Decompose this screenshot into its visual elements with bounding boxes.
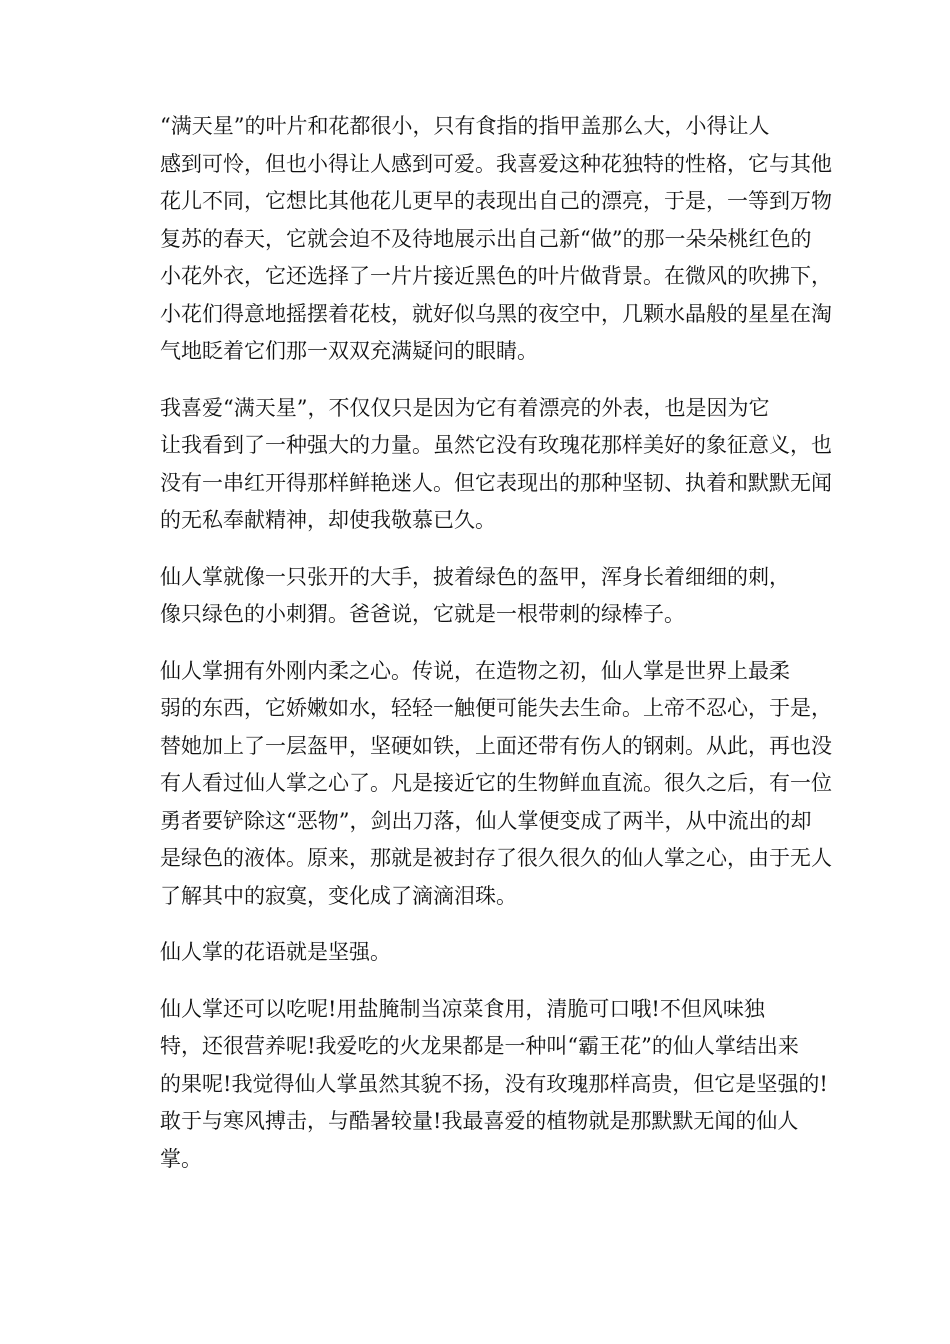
- paragraph-cactus-legend: [118, 653, 834, 916]
- paragraph-mantianxing-meaning: [118, 390, 834, 540]
- text-line: 替她加上了一层盔甲，坚硬如铁，上面还带有伤人的钢刺。从此，再也没: [160, 733, 832, 758]
- text-line: 仙人掌的花语就是坚强。: [160, 940, 391, 964]
- paragraph-mantianxing-description: [118, 108, 834, 371]
- text-line: 仙人掌就像一只张开的大手，披着绿色的盔甲，浑身长着细细的刺，: [160, 564, 790, 589]
- text-line: 了解其中的寂寞，变化成了滴滴泪珠。: [160, 883, 517, 908]
- text-line: 复苏的春天，它就会迫不及待地展示出自己新“做”的那一朵朵桃红色的: [160, 226, 812, 251]
- text-line: 我喜爱“满天星”，不仅仅只是因为它有着漂亮的外表，也是因为它: [160, 395, 770, 420]
- text-line: 没有一串红开得那样鲜艳迷人。但它表现出的那种坚韧、执着和默默无闻: [160, 470, 832, 495]
- text-line: 小花外衣，它还选择了一片片接近黑色的叶片做背景。在微风的吹拂下，: [160, 264, 832, 288]
- text-line: 特，还很营养呢!我爱吃的火龙果都是一种叫“霸王花”的仙人掌结出来: [160, 1034, 799, 1058]
- paragraph-cactus-flower-language: [118, 934, 834, 972]
- text-line: 像只绿色的小刺猬。爸爸说，它就是一根带刺的绿棒子。: [160, 602, 685, 626]
- text-line: 勇者要铲除这“恶物”，剑出刀落，仙人掌便变成了两半，从中流出的却: [160, 808, 812, 833]
- text-line: 让我看到了一种强大的力量。虽然它没有玫瑰花那样美好的象征意义，也: [160, 433, 832, 457]
- text-line: 有人看过仙人掌之心了。凡是接近它的生物鲜血直流。很久之后，有一位: [160, 771, 832, 795]
- text-line: 是绿色的液体。原来，那就是被封存了很久很久的仙人掌之心，由于无人: [160, 846, 832, 870]
- text-line: 小花们得意地摇摆着花枝，就好似乌黑的夜空中，几颗水晶般的星星在淘: [160, 301, 832, 326]
- text-line: 敢于与寒风搏击，与酷暑较量!我最喜爱的植物就是那默默无闻的仙人: [160, 1109, 799, 1133]
- text-line: 弱的东西，它娇嫩如水，轻轻一触便可能失去生命。上帝不忍心，于是，: [160, 696, 832, 720]
- text-line: 仙人掌拥有外刚内柔之心。传说，在造物之初，仙人掌是世界上最柔: [160, 658, 790, 683]
- text-line: 的无私奉献精神，却使我敬慕已久。: [160, 508, 496, 532]
- text-line: 花儿不同，它想比其他花儿更早的表现出自己的漂亮，于是，一等到万物: [160, 189, 832, 213]
- text-line: 感到可怜，但也小得让人感到可爱。我喜爱这种花独特的性格，它与其他: [160, 151, 832, 176]
- text-line: “满天星”的叶片和花都很小，只有食指的指甲盖那么大，小得让人: [160, 114, 770, 138]
- text-line: 掌。: [160, 1146, 202, 1171]
- paragraph-cactus-appearance: [118, 559, 834, 634]
- paragraph-cactus-edible: [118, 991, 834, 1179]
- text-line: 气地眨着它们那一双双充满疑问的眼睛。: [160, 339, 538, 363]
- text-line: 仙人掌还可以吃呢!用盐腌制当凉菜食用，清脆可口哦!不但风味独: [160, 996, 765, 1021]
- document-page: [118, 108, 834, 1197]
- text-line: 的果呢!我觉得仙人掌虽然其貌不扬，没有玫瑰那样高贵，但它是坚强的!: [160, 1071, 828, 1096]
